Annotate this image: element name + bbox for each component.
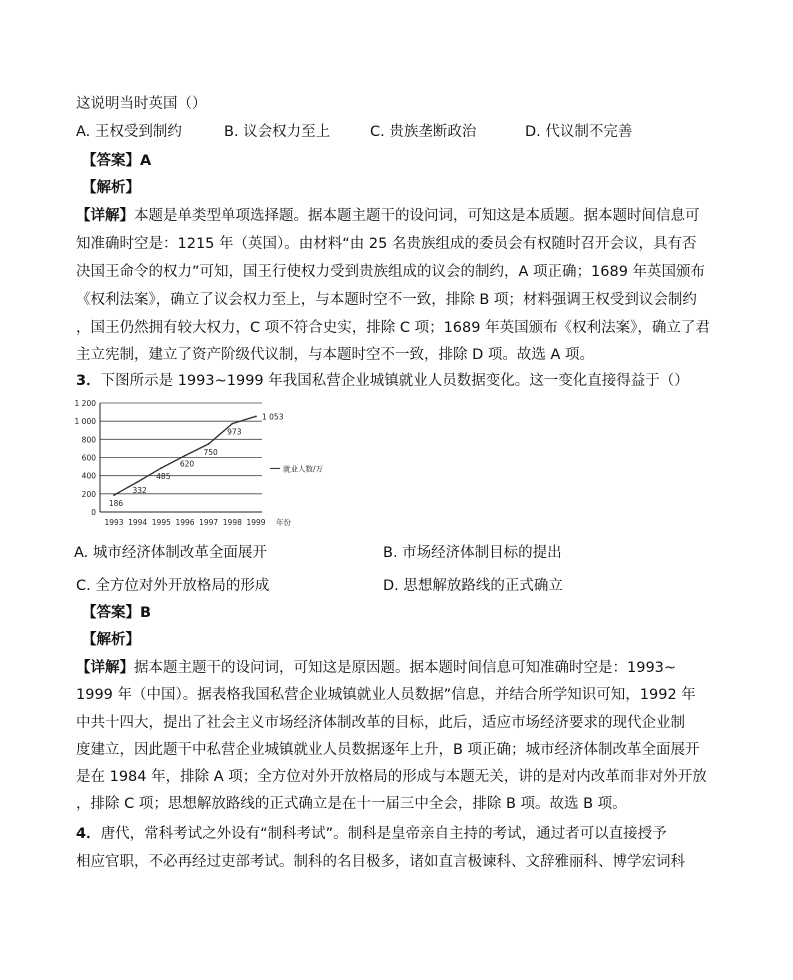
q3-answer <box>82 603 151 623</box>
q2-detail-line-1 <box>76 206 700 226</box>
data-label: 485 <box>156 471 171 481</box>
y-tick-label: 1 200 <box>74 399 96 408</box>
q2-detail-line-5: ，国王仍然拥有较大权力，C 项不符合史实，排除 C 项；1689 年英国颁布《权利法案》，确立了君 <box>76 320 710 336</box>
answer-tag: 【答案】 <box>82 605 140 621</box>
x-tick-label: 1994 <box>128 518 148 527</box>
data-label: 973 <box>227 427 242 437</box>
q2-detail-line-6: 主立宪制，建立了资产阶级代议制，与本题时空不一致，排除 D 项。故选 A 项。 <box>76 347 595 363</box>
answer-value: A <box>140 153 152 169</box>
q3-detail-line-2: 1999 年（中国）。据表格我国私营企业城镇就业人员数据”信息，并结合所学知识可知，1992 年 <box>76 687 696 703</box>
data-point <box>160 467 162 469</box>
q3-option-d: D. 思想解放路线的正式确立 <box>383 578 563 594</box>
x-tick-label: 1997 <box>199 518 219 527</box>
q3-option-b: B. 市场经济体制目标的提出 <box>383 545 562 561</box>
x-axis-label: 年份 <box>276 518 291 527</box>
q3-detail-line-1 <box>76 658 676 678</box>
employment-line-chart <box>72 395 324 535</box>
q3-detail-line-3: 中共十四大，提出了社会主义市场经济体制改革的目标，此后，适应市场经济要求的现代企业制 <box>76 715 685 731</box>
data-label: 750 <box>203 447 218 457</box>
q2-option-c: C. 贵族垄断政治 <box>370 124 477 140</box>
x-tick-label: 1993 <box>104 518 124 527</box>
legend-label: 就业人数/万 <box>283 464 324 474</box>
q3-detail-line-6: ，排除 C 项；思想解放路线的正式确立是在十一届三中全会，排除 B 项。故选 B 项。 <box>76 796 627 812</box>
q3-detail-line-5: 是在 1984 年，排除 A 项；全方位对外开放格局的形成与本题无关，讲的是对内改革而非对外开放 <box>76 769 707 785</box>
q3-option-a: A. 城市经济体制改革全面展开 <box>74 545 267 561</box>
y-tick-label: 600 <box>81 453 96 463</box>
q2-option-b: B. 议会权力至上 <box>224 124 331 140</box>
y-tick-label: 800 <box>81 435 96 445</box>
question-number: 3． <box>76 373 101 389</box>
x-tick-label: 1998 <box>222 518 242 527</box>
q2-analysis-tag: 【解析】 <box>82 180 140 196</box>
detail-text: 本题是单类型单项选择题。据本题主题干的设问词，可知这是本质题。据本题时间信息可 <box>134 208 700 224</box>
answer-value: B <box>140 605 152 621</box>
q3-detail-line-4: 度建立，因此题干中私营企业城镇就业人员数据逐年上升，B 项正确；城市经济体制改革全面展开 <box>76 742 700 758</box>
q3-analysis-tag: 【解析】 <box>82 632 140 648</box>
data-label: 332 <box>132 485 147 495</box>
detail-tag: 【详解】 <box>76 660 134 676</box>
q2-answer <box>82 151 151 171</box>
question-text: 唐代，常科考试之外设有“制科考试”。制科是皇帝亲自主持的考试，通过者可以直接授予 <box>100 826 667 842</box>
q2-detail-line-3: 决国王命令的权力”可知，国王行使权力受到贵族组成的议会的制约，A 项正确；1689 年英国颁布 <box>76 264 706 280</box>
y-tick-label: 400 <box>81 471 96 481</box>
q2-stem-end: 这说明当时英国（） <box>76 96 207 112</box>
data-point <box>184 455 186 457</box>
data-point <box>231 423 233 425</box>
y-tick-label: 0 <box>91 508 96 517</box>
y-tick-label: 1 000 <box>74 417 96 427</box>
q2-option-a: A. 王权受到制约 <box>76 124 182 140</box>
detail-tag: 【详解】 <box>76 208 134 224</box>
answer-tag: 【答案】 <box>82 153 140 169</box>
data-point <box>113 494 115 496</box>
q3-stem <box>76 371 689 391</box>
q2-detail-line-2: 知准确时空是：1215 年（英国）。由材料“由 25 名贵族组成的委员会有权随时召开会议，具有否 <box>76 236 697 252</box>
data-point <box>137 481 139 483</box>
question-number: 4． <box>76 826 101 842</box>
x-tick-label: 1995 <box>151 518 171 527</box>
q2-option-d: D. 代议制不完善 <box>525 124 633 140</box>
x-tick-label: 1996 <box>175 518 195 527</box>
q4-line-1 <box>76 824 667 844</box>
question-text: 下图所示是 1993~1999 年我国私营企业城镇就业人员数据变化。这一变化直接得益于（） <box>100 373 689 389</box>
data-label: 186 <box>108 499 124 509</box>
q3-option-c: C. 全方位对外开放格局的形成 <box>76 578 270 594</box>
detail-text: 据本题主题干的设问词，可知这是原因题。据本题时间信息可知准确时空是：1993~ <box>134 660 677 676</box>
data-label: 620 <box>179 459 195 469</box>
data-point <box>208 443 210 445</box>
q4-line-2: 相应官职，不必再经过吏部考试。制科的名目极多，诸如直言极谏科、文辞雅丽科、博学宏词科 <box>76 854 685 870</box>
y-tick-label: 200 <box>81 489 96 499</box>
data-point <box>255 415 257 417</box>
q2-detail-line-4: 《权利法案》，确立了议会权力至上，与本题时空不一致，排除 B 项；材料强调王权受到议会制约 <box>76 292 697 308</box>
data-label: 1 053 <box>262 412 284 422</box>
x-tick-label: 1999 <box>246 518 266 527</box>
